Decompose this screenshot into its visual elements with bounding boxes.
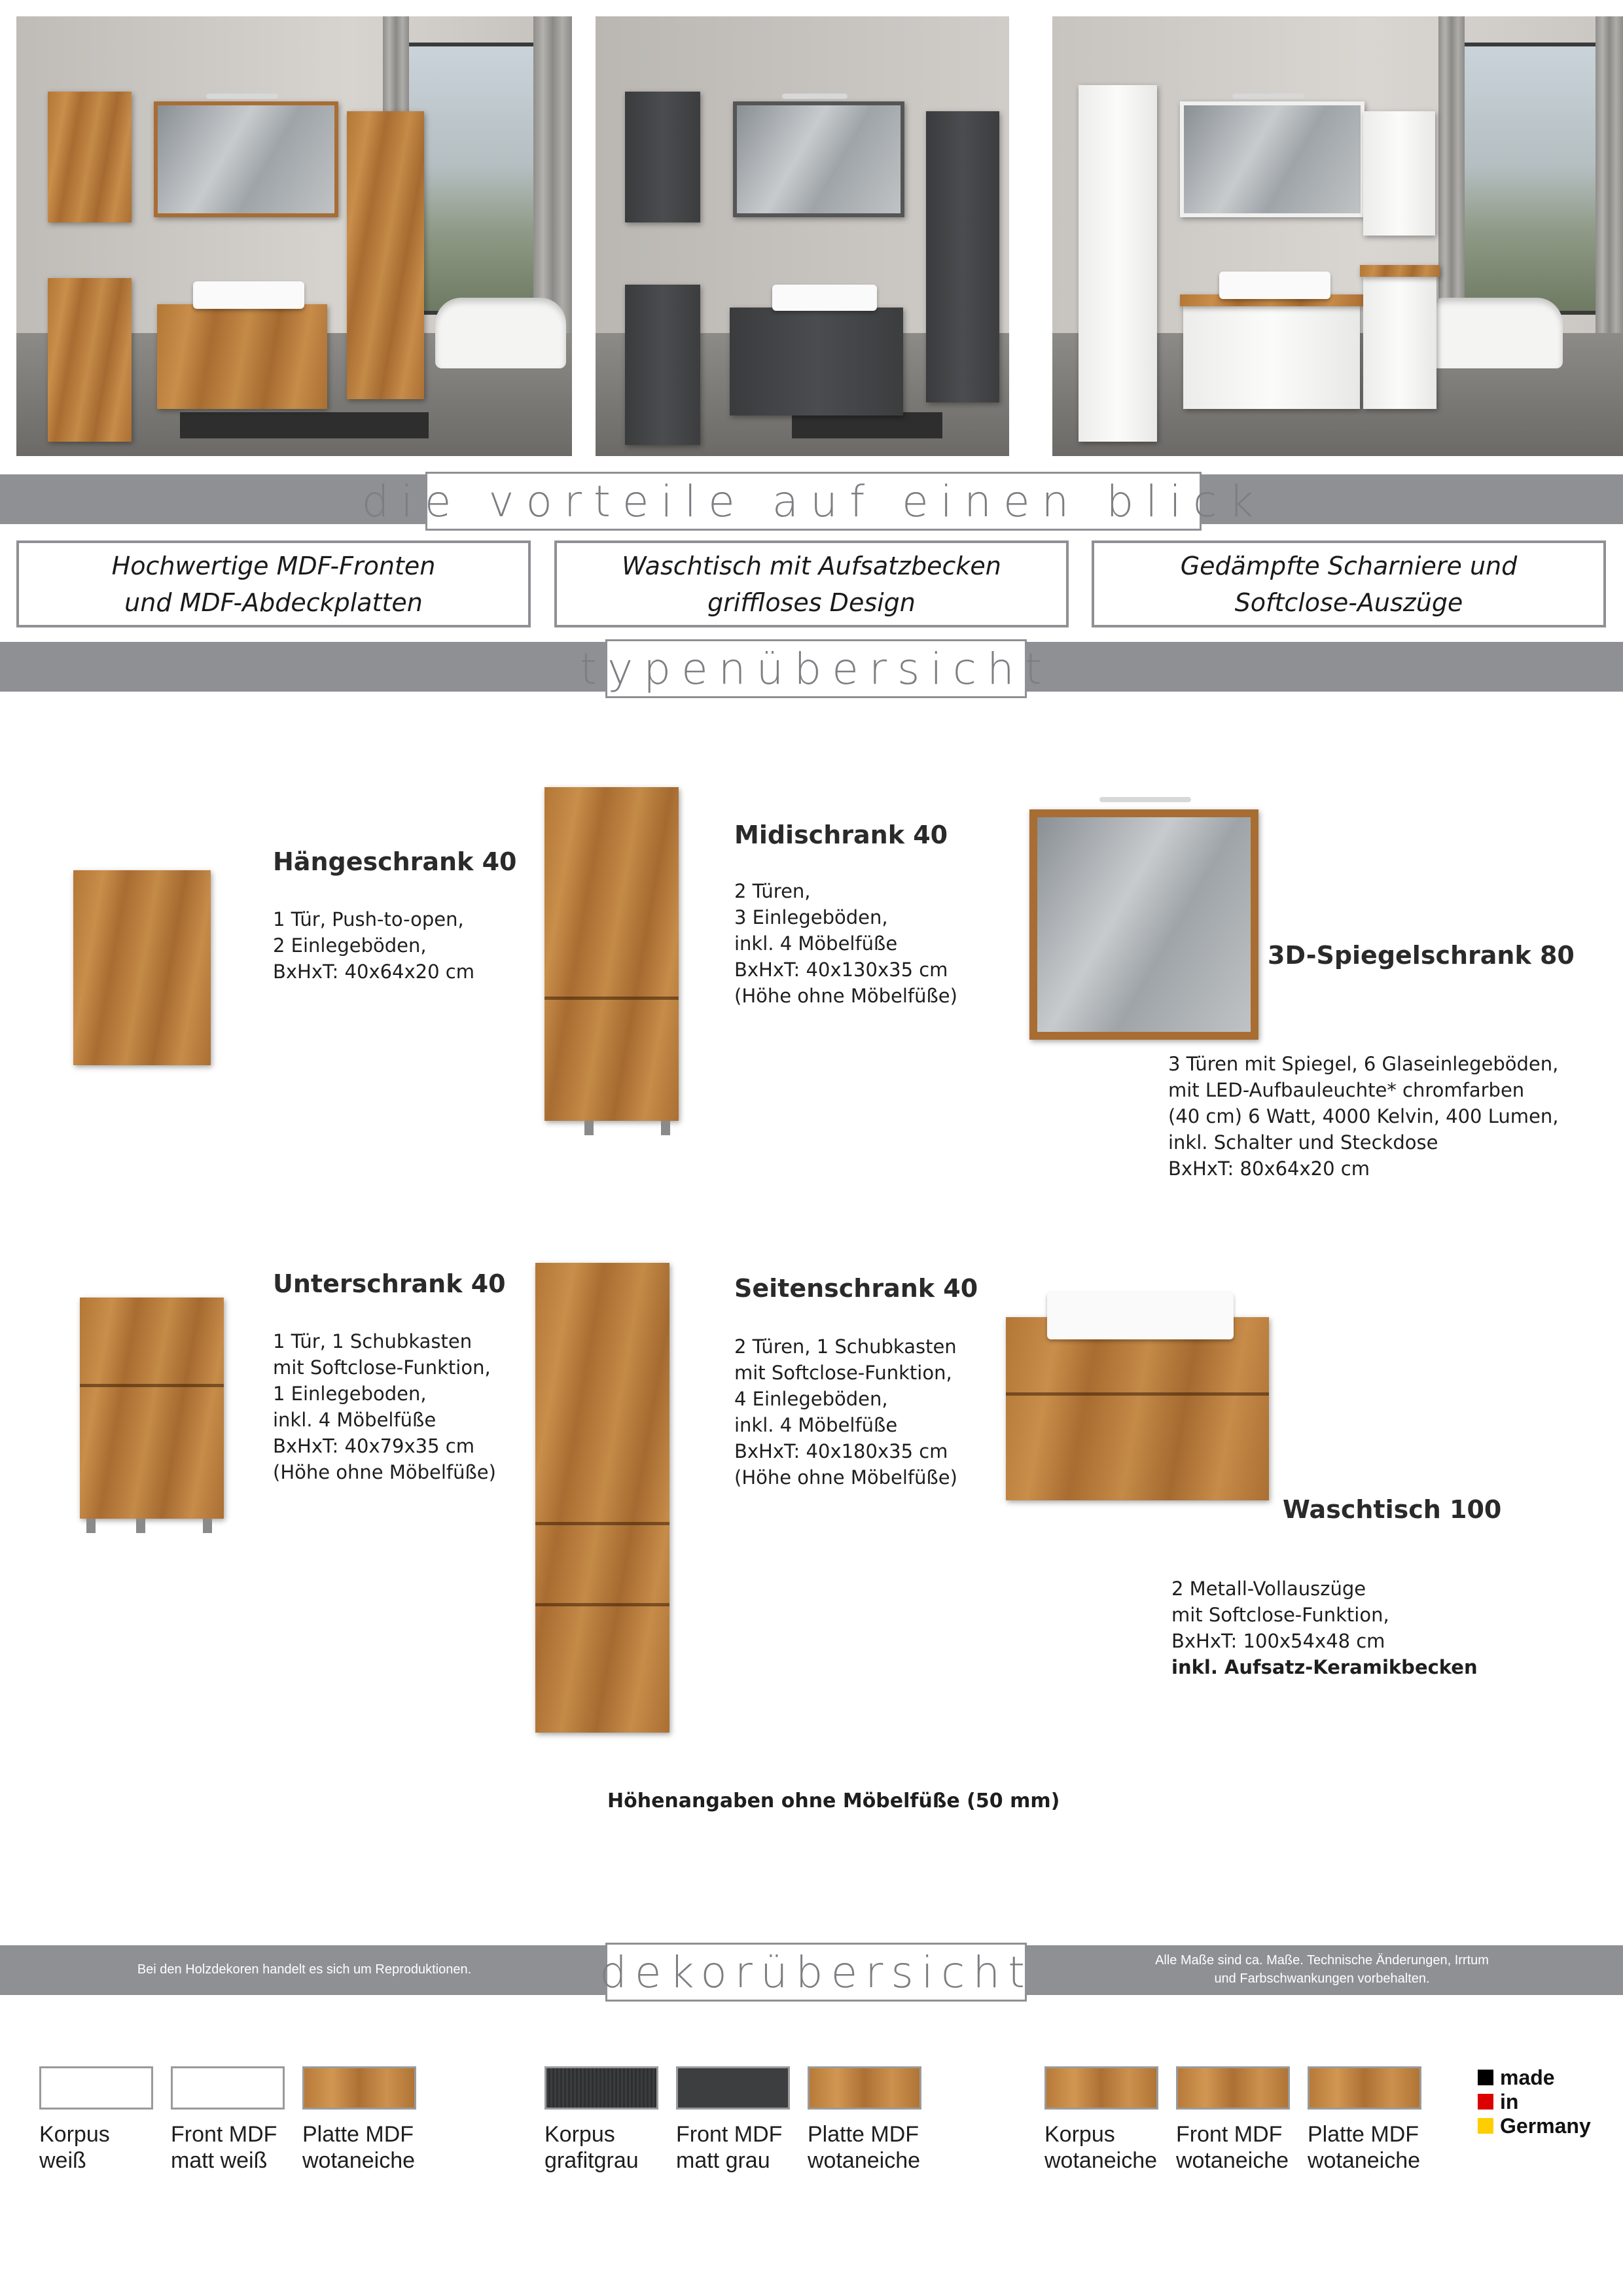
swatch-korpus-wotaneiche: [1044, 2066, 1158, 2110]
desc-line: (Höhe ohne Möbelfüße): [734, 1466, 957, 1489]
swatch-label-line: grafitgrau: [544, 2148, 639, 2173]
desc-line: BxHxT: 100x54x48 cm: [1171, 1630, 1385, 1652]
desc-line: 2 Metall-Vollauszüge: [1171, 1578, 1366, 1600]
product-description: [734, 1333, 957, 1491]
swatch-label-line: weiß: [39, 2148, 86, 2173]
advantage-1-line1: Hochwertige MDF-Fronten: [111, 551, 436, 580]
swatch-label: [1176, 2121, 1289, 2174]
swatch-label-line: wotaneiche: [302, 2148, 416, 2173]
desc-line: 2 Einlegeböden,: [273, 934, 427, 957]
desc-line: inkl. Schalter und Steckdose: [1168, 1131, 1438, 1154]
swatch-korpus-grafitgrau: [544, 2066, 658, 2110]
swatch-label: [676, 2121, 782, 2174]
swatch-label: [1044, 2121, 1157, 2174]
desc-line: (Höhe ohne Möbelfüße): [734, 985, 957, 1007]
advantage-2-line1: Waschtisch mit Aufsatzbecken: [622, 551, 1001, 580]
photo-weiss: [1052, 16, 1623, 456]
desc-line: 1 Einlegeboden,: [273, 1383, 427, 1405]
desc-line: 1 Tür, 1 Schubkasten: [273, 1330, 473, 1352]
photo-wotaneiche: [16, 16, 572, 456]
waschtisch-image: [1006, 1317, 1269, 1500]
swatch-front-wotaneiche: [1176, 2066, 1290, 2110]
flag-black-icon: [1478, 2070, 1493, 2085]
swatch-label-line: matt grau: [676, 2148, 770, 2173]
advantage-1-line2: und MDF-Abdeckplatten: [124, 588, 423, 617]
swatch-label-line: Front MDF: [676, 2122, 783, 2147]
swatch-label-line: wotaneiche: [1308, 2148, 1421, 2173]
height-note: Höhenangaben ohne Möbelfüße (50 mm): [607, 1790, 1060, 1812]
badge-line-in: in: [1500, 2090, 1519, 2113]
advantage-3-line2: Softclose-Auszüge: [1234, 588, 1463, 617]
unterschrank-image: [80, 1298, 224, 1519]
product-title: Midischrank 40: [734, 821, 948, 849]
swatch-label-line: wotaneiche: [1176, 2148, 1289, 2173]
dekor-right-note: [1034, 1951, 1610, 1988]
advantage-2-line2: griffloses Design: [707, 588, 916, 617]
seitenschrank-image: [535, 1263, 669, 1733]
desc-line: BxHxT: 40x130x35 cm: [734, 959, 948, 981]
basin-image: [1047, 1292, 1234, 1339]
product-description: [734, 878, 957, 1009]
desc-line: BxHxT: 40x79x35 cm: [273, 1435, 474, 1457]
swatch-label: [544, 2121, 639, 2174]
desc-line: 2 Türen,: [734, 880, 811, 902]
product-title: Unterschrank 40: [273, 1269, 506, 1298]
desc-line: mit Softclose-Funktion,: [734, 1362, 952, 1384]
swatch-label-line: Platte MDF: [1308, 2122, 1419, 2147]
dekor-heading: dekorübersicht: [605, 1943, 1027, 2002]
desc-line-bold: inkl. Aufsatz-Keramikbecken: [1171, 1656, 1478, 1678]
swatch-label-line: matt weiß: [171, 2148, 268, 2173]
product-description: [1171, 1576, 1478, 1680]
swatch-front-weiss: [171, 2066, 285, 2110]
spiegelschrank-image: [1029, 809, 1258, 1040]
swatch-label-line: Korpus: [1044, 2122, 1115, 2147]
badge-line-made: made: [1500, 2066, 1555, 2089]
swatch-label: [39, 2121, 110, 2174]
desc-line: mit LED-Aufbauleuchte* chromfarben: [1168, 1079, 1525, 1101]
desc-line: 1 Tür, Push-to-open,: [273, 908, 464, 930]
swatch-label: [1308, 2121, 1420, 2174]
desc-line: mit Softclose-Funktion,: [1171, 1604, 1389, 1626]
typen-heading: typenübersicht: [605, 639, 1027, 698]
product-description: [273, 906, 474, 985]
vorteile-heading: die vorteile auf einen blick: [425, 472, 1202, 531]
desc-line: 3 Türen mit Spiegel, 6 Glaseinlegeböden,: [1168, 1053, 1559, 1075]
swatch-platte-wotaneiche: [808, 2066, 921, 2110]
product-description: [273, 1328, 496, 1485]
advantage-box-1: [16, 540, 531, 627]
product-title: Waschtisch 100: [1283, 1495, 1502, 1524]
desc-line: (Höhe ohne Möbelfüße): [273, 1461, 496, 1483]
swatch-label-line: Platte MDF: [302, 2122, 414, 2147]
swatch-label-line: wotaneiche: [808, 2148, 921, 2173]
product-title: 3D-Spiegelschrank 80: [1268, 941, 1575, 970]
haengeschrank-image: [73, 870, 211, 1065]
desc-line: 3 Einlegeböden,: [734, 906, 888, 928]
swatch-label-line: Korpus: [39, 2122, 110, 2147]
swatch-korpus-weiss: [39, 2066, 153, 2110]
flag-red-icon: [1478, 2094, 1493, 2110]
desc-line: inkl. 4 Möbelfüße: [734, 1414, 898, 1436]
led-lamp-icon: [1099, 797, 1191, 802]
swatch-label-line: wotaneiche: [1044, 2148, 1158, 2173]
midischrank-image: [544, 787, 679, 1121]
swatch-label: [808, 2121, 920, 2174]
photo-grafitgrau: [596, 16, 1009, 456]
desc-line: BxHxT: 40x180x35 cm: [734, 1440, 948, 1462]
advantage-3-line1: Gedämpfte Scharniere und: [1180, 551, 1518, 580]
desc-line: BxHxT: 40x64x20 cm: [273, 961, 474, 983]
right-note-line: und Farbschwankungen vorbehalten.: [1214, 1971, 1430, 1986]
desc-line: mit Softclose-Funktion,: [273, 1356, 491, 1379]
badge-line-germany: Germany: [1500, 2114, 1591, 2138]
desc-line: (40 cm) 6 Watt, 4000 Kelvin, 400 Lumen,: [1168, 1105, 1559, 1127]
product-title: Hängeschrank 40: [273, 847, 517, 876]
swatch-front-grau: [676, 2066, 790, 2110]
swatch-label-line: Platte MDF: [808, 2122, 919, 2147]
swatch-label-line: Front MDF: [1176, 2122, 1283, 2147]
right-note-line: Alle Maße sind ca. Maße. Technische Änderungen, Irrtum: [1155, 1953, 1489, 1968]
advantage-box-3: [1092, 540, 1606, 627]
advantage-box-2: [554, 540, 1069, 627]
swatch-label: [302, 2121, 415, 2174]
desc-line: BxHxT: 80x64x20 cm: [1168, 1157, 1370, 1180]
flag-gold-icon: [1478, 2118, 1493, 2134]
desc-line: 4 Einlegeböden,: [734, 1388, 888, 1410]
swatch-label: [171, 2121, 277, 2174]
product-description: [1168, 1051, 1558, 1182]
swatch-label-line: Front MDF: [171, 2122, 277, 2147]
desc-line: 2 Türen, 1 Schubkasten: [734, 1335, 957, 1358]
desc-line: inkl. 4 Möbelfüße: [734, 932, 898, 955]
desc-line: inkl. 4 Möbelfüße: [273, 1409, 437, 1431]
product-title: Seitenschrank 40: [734, 1274, 978, 1303]
swatch-platte-wotaneiche: [1308, 2066, 1421, 2110]
swatch-platte-wotaneiche: [302, 2066, 416, 2110]
dekor-left-note: Bei den Holzdekoren handelt es sich um Reproduktionen.: [137, 1962, 472, 1977]
swatch-label-line: Korpus: [544, 2122, 615, 2147]
